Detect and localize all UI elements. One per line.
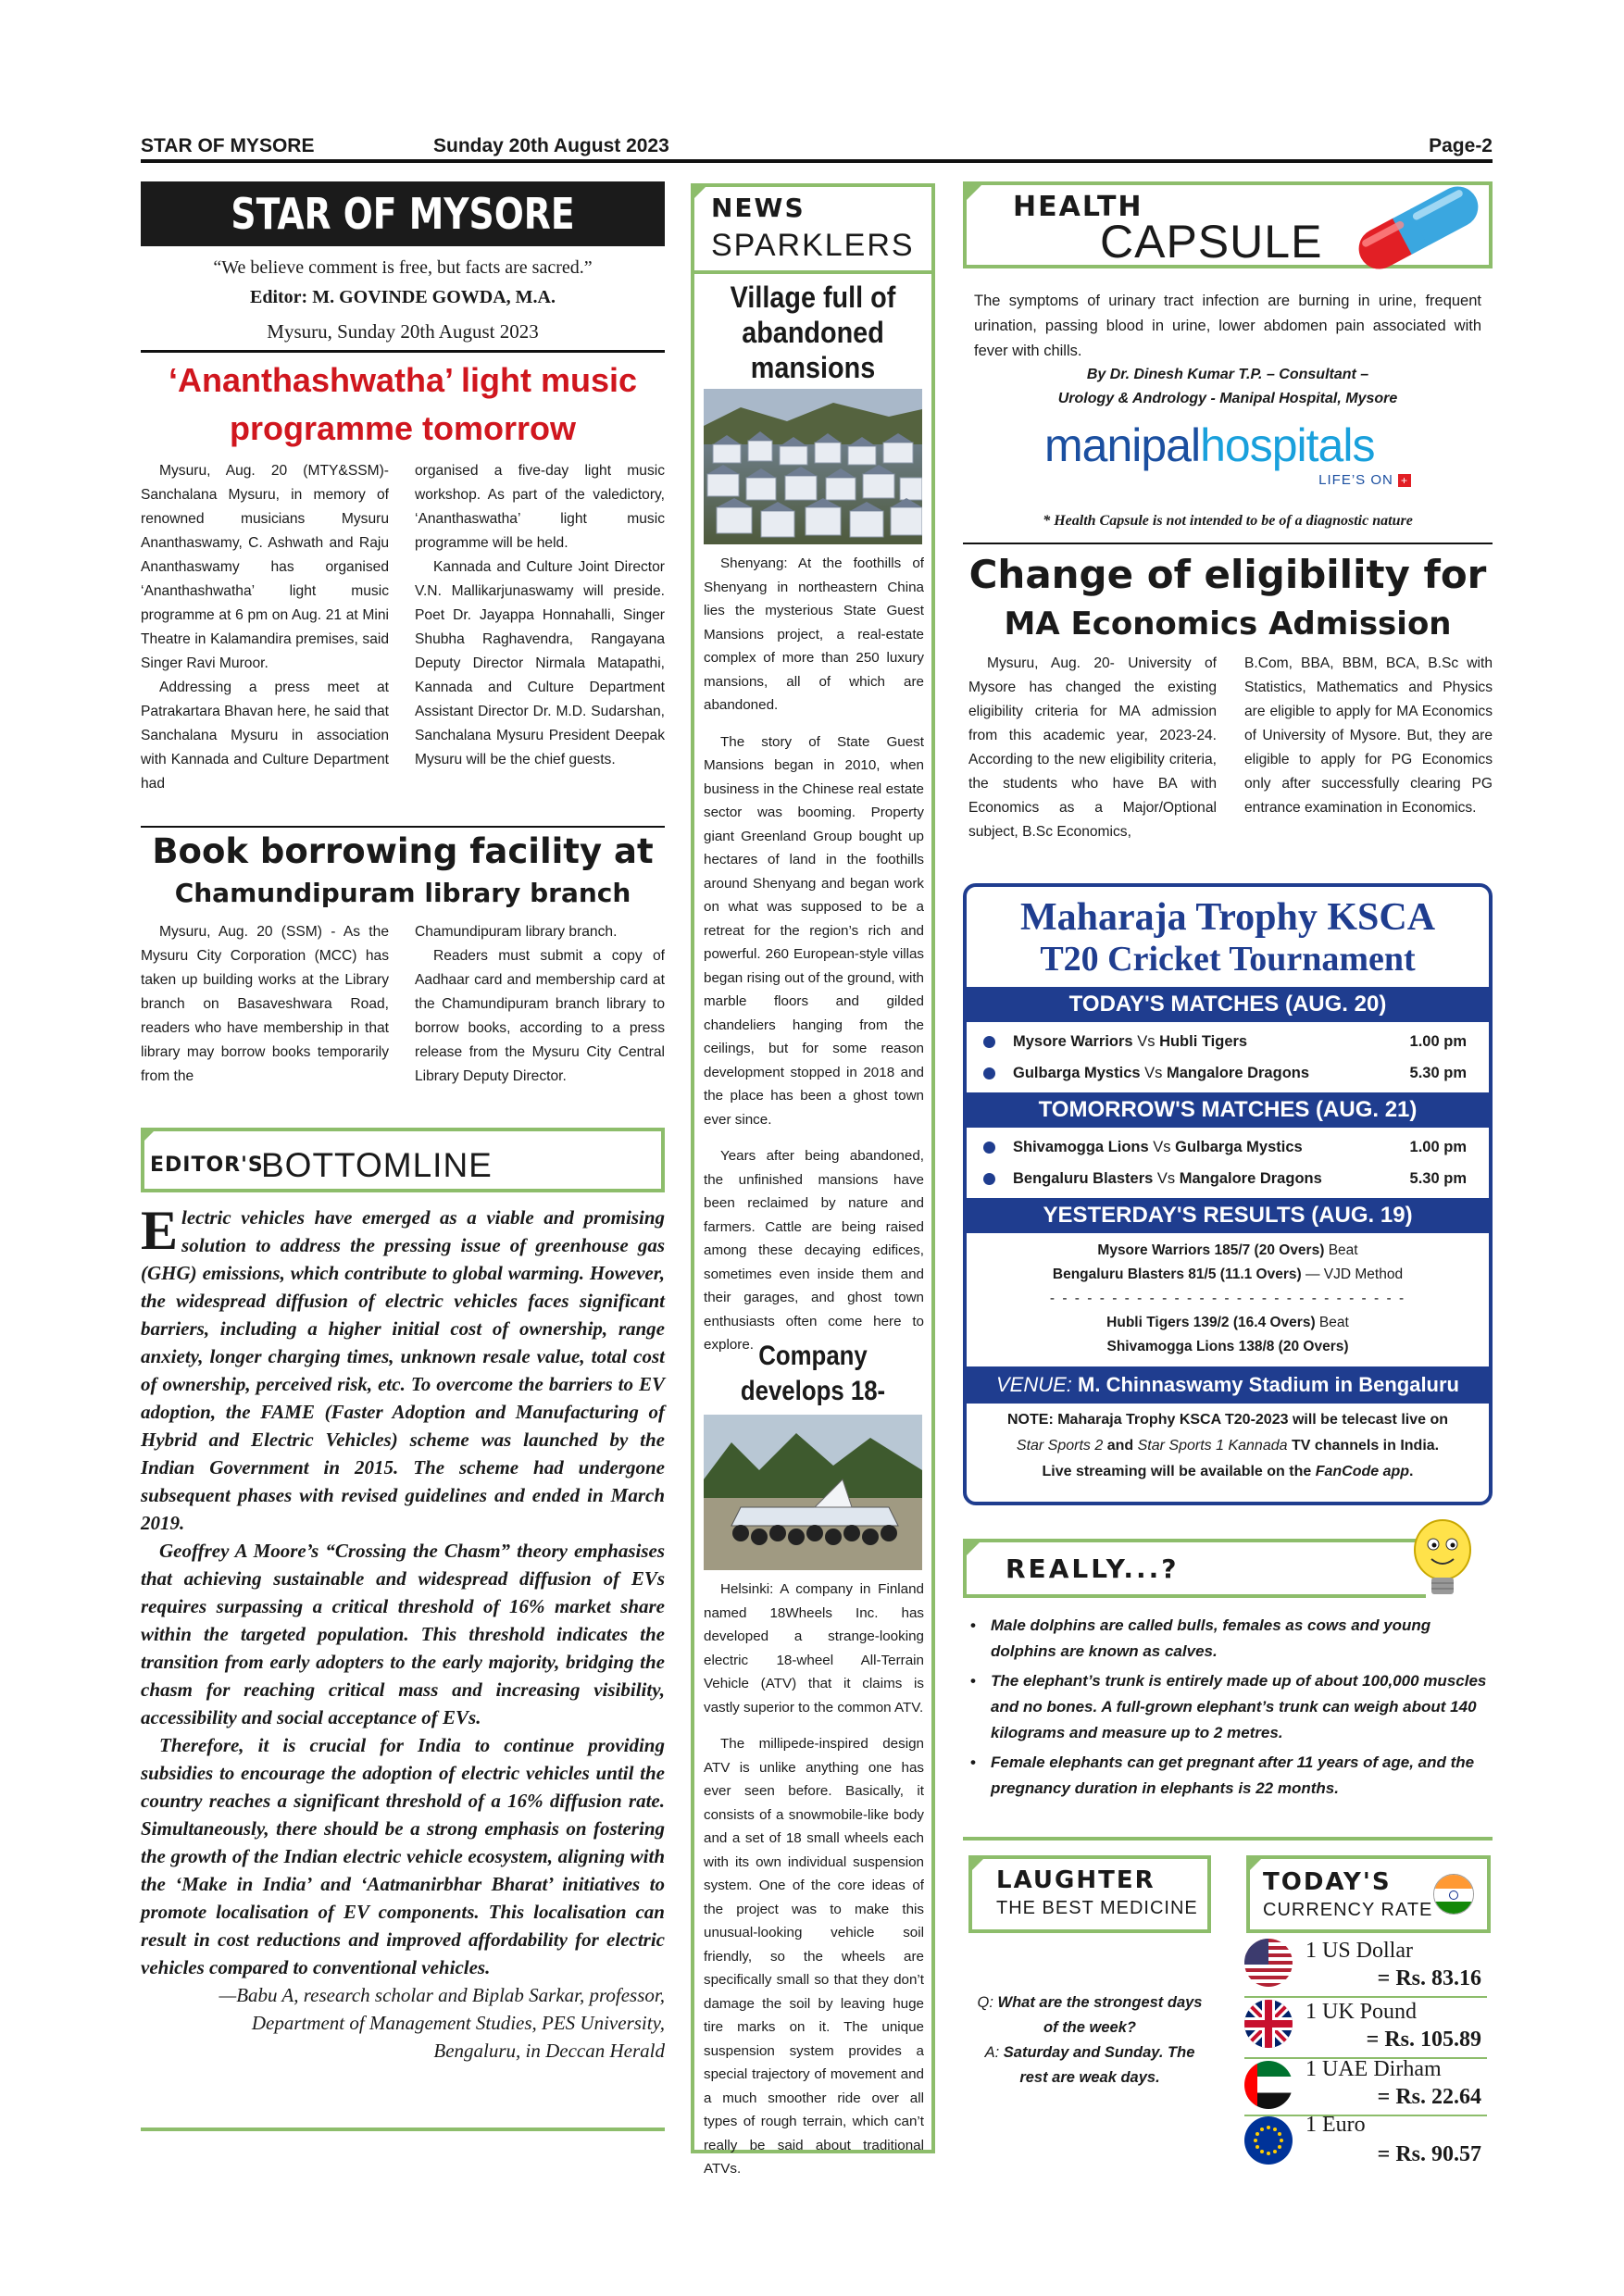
article1-paragraph: Mysuru, Aug. 20 (MTY&SSM)- Sanchalana Mysuru, in memory of renowned musicians Mysuru Ananthaswamy, C. Ashwath and Raju Ananthaswamy has organised ‘Ananthashwatha’ light music programme at 6 pm on Aug. 21 at Mini Theatre in Kalamandira premises, said Singer Ravi Muroor.: [141, 463, 389, 671]
joke-a-label: A:: [984, 2044, 1000, 2061]
currency-label-notch: [1246, 1855, 1265, 1874]
joke-q-label: Q:: [977, 1994, 993, 2011]
uk-flag-graphic: [1244, 2000, 1293, 2048]
result-team: Bengaluru Blasters 81/5 (11.1 Overs): [1052, 1267, 1302, 1282]
article-divider: [141, 826, 665, 828]
logo-hospitals: hospitals: [1200, 419, 1375, 471]
joke-answer: [974, 2040, 1206, 2090]
logo-tagline: [1318, 472, 1411, 488]
bullet-icon: [983, 1173, 995, 1185]
abandoned-mansions-photo: [704, 389, 922, 544]
plus-icon: +: [1398, 474, 1411, 487]
note-line: [967, 1433, 1489, 1459]
header-date: Sunday 20th August 2023: [433, 135, 669, 156]
chakra-icon: [1449, 1890, 1458, 1900]
match-row: [967, 1163, 1489, 1194]
result-line: [967, 1335, 1489, 1359]
uk-flag-icon: [1244, 2000, 1293, 2048]
match-row: [967, 1057, 1489, 1089]
match-time: 1.00 pm: [1409, 1033, 1467, 1050]
currency-name: 1 UAE Dirham: [1305, 2057, 1442, 2081]
header-paper-name: STAR OF MYSORE: [141, 135, 315, 156]
result-word: Beat: [1328, 1242, 1358, 1258]
fact-item: [968, 1668, 1487, 1746]
article1-column2: [415, 459, 665, 772]
article3-column1: Mysuru, Aug. 20- University of Mysore has changed the existing eligibility criteria for MA admission from this academic year, 2023-24. According to the new eligibility criteria, the students who have BA with Economics as a Major/Optional subject, B.Sc Economics,: [968, 655, 1217, 840]
news-label-rule: [691, 270, 935, 274]
currency-value: = Rs. 22.64: [1377, 2085, 1481, 2109]
bullet-icon: [983, 1142, 995, 1154]
fact-text: The elephant’s trunk is entirely made up of about 100,000 muscles and no bones. A full-grown elephant’s trunk can weigh about 140 kilograms and measure up to 2 metres.: [991, 1672, 1487, 1741]
logo-tagline-text: LIFE’S ON: [1318, 472, 1393, 488]
atv-photo: [704, 1415, 922, 1570]
article2-headline-line1: Book borrowing facility at: [152, 831, 654, 871]
lightbulb-icon: [1405, 1515, 1480, 1607]
article2-headline-line2: Chamundipuram library branch: [174, 878, 631, 908]
result-divider: - - - - - - - - - - - - - - - - - - - - - - - - - - - - -: [1049, 1291, 1406, 1306]
currency-value: = Rs. 105.89: [1366, 2028, 1481, 2052]
note-line: NOTE: Maharaja Trophy KSCA T20-2023 will be telecast live on: [1007, 1412, 1448, 1428]
story1-paragraph: Years after being abandoned, the unfinished mansions have been reclaimed by nature and farmers. Cattle are being raised among these decaying edifices, sometimes even inside them and their garages, and ghost town enthusiasts often come here to explore.: [704, 1148, 924, 1353]
channel-name: Star Sports 1 Kannada: [1137, 1438, 1288, 1454]
currency-value: = Rs. 90.57: [1377, 2142, 1481, 2166]
versus: Vs: [1153, 1139, 1171, 1155]
health-byline-2: Urology & Andrology - Manipal Hospital, Mysore: [1057, 391, 1398, 406]
result-line: [967, 1239, 1489, 1263]
flag-canton: [1244, 1939, 1268, 1965]
team-name: Mysore Warriors: [1013, 1033, 1133, 1050]
health-byline-1: By Dr. Dinesh Kumar T.P. – Consultant –: [1086, 367, 1369, 382]
us-flag-icon: [1244, 1939, 1293, 1987]
venue-name: M. Chinnaswamy Stadium in Bengaluru: [1078, 1373, 1459, 1396]
masthead-rule: [141, 350, 665, 353]
masthead: [141, 181, 665, 246]
manipal-logo: [1044, 418, 1415, 496]
streaming-app: FanCode app: [1315, 1464, 1410, 1479]
fact-text: Male dolphins are called bulls, females as cows and young dolphins are known as calves.: [991, 1616, 1431, 1660]
result-line: [967, 1263, 1489, 1287]
editorial-label-editors: EDITOR'S: [150, 1154, 264, 1177]
result-team: Hubli Tigers 139/2 (16.4 Overs): [1106, 1315, 1316, 1330]
bullet-icon: •: [970, 1672, 976, 1690]
currency-divider: [1244, 1996, 1487, 1998]
match-time: 5.30 pm: [1409, 1065, 1467, 1081]
editorial-paragraph: [141, 1200, 665, 1537]
currency-sublabel: CURRENCY RATE: [1263, 1900, 1433, 1920]
header-page-number: Page-2: [1429, 135, 1493, 156]
laughter-label-notch: [968, 1855, 987, 1874]
article1-paragraph: organised a five-day light music workshop. As part of the valedictory, ‘Ananthaswatha’ light music programme will be held.: [415, 463, 665, 551]
note-word: .: [1409, 1464, 1414, 1479]
cricket-title-2: T20 Cricket Tournament: [1040, 940, 1416, 979]
tomorrows-matches-list: [967, 1128, 1489, 1198]
masthead-editor: Editor: M. GOVINDE GOWDA, M.A.: [250, 287, 556, 307]
story1-headline: Village full of abandoned mansions: [730, 281, 896, 384]
editorial-bottom-rule: [141, 2128, 665, 2131]
joke-question: [974, 1990, 1206, 2040]
venue-label: VENUE:: [996, 1373, 1072, 1396]
currency-divider: [1244, 2115, 1487, 2116]
article1-paragraph: Addressing a press meet at Patrakartara Bhavan here, he said that Sanchalana Mysuru in association with Kannada and Culture Department had: [141, 680, 389, 792]
story1-paragraph: The story of State Guest Mansions began in 2010, when business in the Chinese real estate sector was booming. Property giant Greenland Group bought up hectares of land in the foothills around Shenyang and began work on what was supposed to be a retreat for the region’s rich and powerful. 260 European-style villas began rising out of the ground, with marble floors and gilded chandeliers hanging from the ceilings, but for some reason development stopped in 2018 and the place has been a ghost town ever since.: [704, 733, 924, 1128]
masthead-title: STAR OF MYSORE: [231, 189, 575, 239]
mansions-illustration: [704, 389, 922, 544]
really-label-notch: [963, 1539, 983, 1559]
team-name: Mangalore Dragons: [1167, 1065, 1310, 1081]
article1-headline-line2: programme tomorrow: [229, 409, 577, 447]
fact-text: Female elephants can get pregnant after 11 years of age, and the pregnancy duration in elephants is 22 months.: [991, 1753, 1475, 1797]
article3-column2: B.Com, BBA, BBM, BCA, B.Sc with Statistics, Mathematics and Physics are eligible to apply for MA Economics of University of Mysore. But, they are eligible to apply for PG Economics only after successfully clearing PG entrance examination in Economics.: [1244, 655, 1493, 816]
result-team: Mysore Warriors 185/7 (20 Overs): [1097, 1242, 1325, 1258]
editorial-dropcap: E: [141, 1200, 179, 1261]
yesterdays-results-header: YESTERDAY'S RESULTS (AUG. 19): [967, 1198, 1489, 1233]
currency-value: = Rs. 83.16: [1377, 1966, 1481, 1990]
editorial-label-box: [141, 1128, 665, 1192]
story2-paragraph: The millipede-inspired design ATV is unlike anything one has ever seen before. Basically, it consists of a snowmobile-like body and a set of 18 small wheels each with its own individual suspension system. One of the core ideas of the project was to make this unusual-looking vehicle soil friendly, so the wheels are specifically small so that they don’t damage the soil by leaving huge tire marks on it. The unique suspension system provides a special trajectory of movement and a much smoother ride over all types of rough terrain, which can’t really be said about traditional ATVs.: [704, 1736, 924, 2177]
story2-paragraph: Helsinki: A company in Finland named 18Wheels Inc. has developed a strange-looking electric 18-wheel All-Terrain Vehicle (ATV) that it claims is vastly superior to the common ATV.: [704, 1581, 924, 1716]
note-word: and: [1106, 1438, 1134, 1454]
editorial-label-bottomline: BOTTOMLINE: [261, 1146, 493, 1184]
results-block: [967, 1233, 1489, 1359]
laughter-sublabel: THE BEST MEDICINE: [996, 1898, 1198, 1918]
eu-flag-icon: [1244, 2116, 1293, 2165]
versus: Vs: [1144, 1065, 1163, 1081]
article2-column1: [141, 920, 389, 1089]
editorial-byline: —Babu A, research scholar and Biplab Sarkar, professor, Department of Management Studies, PES University, Bengaluru, in Deccan Herald: [219, 1984, 665, 2062]
article1-paragraph: Kannada and Culture Joint Director V.N. Mallikarjunaswamy will preside. Poet Dr. Jayappa Honnahalli, Singer Shubha Raghavendra, Rangayana Deputy Director Nirmala Matapathi, Kannada and Culture Department Assistant Director Dr. M.D. Sudarshan, Sanchalana Mysuru President Deepak Mysuru will be the chief guests.: [415, 559, 665, 767]
telecast-note: [967, 1404, 1489, 1485]
match-time: 5.30 pm: [1409, 1170, 1467, 1187]
page-header: [141, 135, 1493, 163]
channel-name: Star Sports 2: [1016, 1438, 1104, 1454]
really-bottom-rule: [963, 1837, 1493, 1841]
team-name: Mangalore Dragons: [1179, 1170, 1322, 1187]
article2-paragraph: Readers must submit a copy of Aadhaar card and membership card at the Chamundipuram branch library to borrow books, according to a press release from the Mysuru City Central Library Deputy Director.: [415, 948, 665, 1084]
currency-name: 1 UK Pound: [1305, 2000, 1418, 2024]
laughter-label: LAUGHTER: [996, 1866, 1156, 1894]
tomorrows-matches-header: TOMORROW'S MATCHES (AUG. 21): [967, 1092, 1489, 1128]
fact-item: [968, 1613, 1487, 1665]
cricket-box: [963, 883, 1493, 1505]
article2-paragraph: Mysuru, Aug. 20 (SSM) - As the Mysuru City Corporation (MCC) has taken up building works at the Library branch on Basaveshwara Road, readers who have membership in that library may borrow books temporarily from the: [141, 924, 389, 1084]
joke: [974, 1990, 1206, 2090]
article3-headline-line2: MA Economics Admission: [1004, 605, 1452, 643]
capsule-pill-icon: [1344, 181, 1493, 274]
article2-paragraph: Chamundipuram library branch.: [415, 924, 618, 940]
editorial-box-right: [661, 1128, 665, 1192]
editorial-paragraph: Geoffrey A Moore’s “Crossing the Chasm” theory emphasises that achieving sustainable and widespread diffusion of EVs requires surpassing a critical threshold of 16% market share within the targeted population. This threshold indicates the transition from early adopters to the early majority, bridging the chasm for reaching critical mass and increasing visibility, accessibility and social acceptance of EVs.: [141, 1540, 665, 1728]
team-name: Bengaluru Blasters: [1013, 1170, 1154, 1187]
sparklers-label: SPARKLERS: [711, 228, 915, 263]
article3-headline-line1: Change of eligibility for: [968, 552, 1487, 597]
masthead-motto: “We believe comment is free, but facts are sacred.”: [213, 257, 593, 278]
health-label: HEALTH: [1013, 191, 1143, 223]
versus: Vs: [1156, 1170, 1176, 1187]
joke-answer-text: Saturday and Sunday. The rest are weak days.: [1003, 2044, 1195, 2086]
editorial-box-bottom: [141, 1189, 665, 1192]
match-row: [967, 1026, 1489, 1057]
masthead-dateline: Mysuru, Sunday 20th August 2023: [267, 320, 539, 343]
atv-illustration: [704, 1415, 922, 1570]
versus: Vs: [1137, 1033, 1156, 1050]
flag-hoist: [1244, 2061, 1257, 2109]
cricket-title-1: Maharaja Trophy KSCA: [1019, 896, 1436, 939]
news-label: NEWS: [711, 193, 806, 223]
editorial-box-corner: [141, 1128, 157, 1144]
editorial-paragraph: Therefore, it is crucial for India to continue providing subsidies to encourage the adoption of electric vehicles until the country reaches a significant threshold of a 16% diffusion rate. Simultaneously, there should be a strong emphasis on fostering the growth of the Indian electric vehicle ecosystem, aligning with the ‘Make in India’ and ‘Aatmanirbhar Bharat’ initiatives to promote localisation of EV components. This localisation can result in cost reductions and improved affordability for electric vehicles compared to conventional vehicles.: [141, 1734, 665, 1978]
article2-column2: [415, 920, 665, 1089]
eu-stars-graphic: [1244, 2116, 1293, 2165]
bullet-icon: •: [970, 1616, 976, 1634]
really-facts-list: [968, 1613, 1487, 1802]
currency-label: TODAY'S: [1263, 1868, 1392, 1896]
health-bottom-rule: [963, 543, 1493, 544]
editorial-body: [141, 1200, 665, 2065]
editorial-paragraph-text: lectric vehicles have emerged as a viable and promising solution to address the pressing issue of greenhouse gas (GHG) emissions, which contribute to global warming. However, the widespread diffusion of electric vehicles faces significant barriers, including a higher initial cost of ownership, range anxiety, longer charging times, unknown resale value, total cost of ownership, perceived risk, etc. To overcome the barriers to EV adoption, the FAME (Faster Adoption and Manufacturing of Hybrid and Electric Vehicles) scheme was launched by the Indian Government in 2015. The scheme had undergone subsequent phases with revised guidelines and ended in March 2019.: [141, 1206, 665, 1534]
health-disclaimer: * Health Capsule is not intended to be of a diagnostic nature: [1043, 513, 1413, 529]
manipal-logo-text: [1044, 418, 1415, 472]
flag-band: [1434, 1889, 1473, 1902]
result-line: [967, 1311, 1489, 1335]
editorial-box-top: [148, 1128, 665, 1131]
currency-name: 1 US Dollar: [1305, 1939, 1413, 1963]
venue-bar: [967, 1366, 1489, 1404]
note-word: TV channels in India.: [1291, 1438, 1440, 1454]
india-flag-icon: [1433, 1874, 1474, 1915]
health-text: The symptoms of urinary tract infection are burning in urine, frequent urination, passing blood in urine, lower abdomen pain associated with fever with chills.: [974, 293, 1481, 359]
uae-flag-icon: [1244, 2061, 1293, 2109]
capsule-label: CAPSULE: [1100, 216, 1323, 268]
news-label-notch: [691, 183, 709, 202]
story1-body: [704, 552, 924, 1357]
todays-matches-list: [967, 1022, 1489, 1092]
result-word: Beat: [1318, 1315, 1349, 1330]
note-line: [967, 1459, 1489, 1485]
team-name: Gulbarga Mystics: [1013, 1065, 1141, 1081]
team-name: Shivamogga Lions: [1013, 1139, 1149, 1155]
story1-paragraph: Shenyang: At the foothills of Shenyang in northeastern China lies the mysterious State Guest Mansions project, a real-estate complex of more than 250 luxury mansions, all of which are abandoned.: [704, 555, 924, 713]
bullet-icon: [983, 1036, 995, 1048]
todays-matches-header: TODAY'S MATCHES (AUG. 20): [967, 987, 1489, 1022]
result-word: — VJD Method: [1305, 1267, 1404, 1282]
logo-manipal: manipal: [1044, 419, 1201, 471]
bullet-icon: [983, 1067, 995, 1079]
fact-item: [968, 1750, 1487, 1802]
story2-body: [704, 1578, 924, 2181]
health-label-notch: [963, 181, 985, 204]
bullet-icon: •: [970, 1753, 976, 1771]
article1-headline-line1: ‘Ananthashwatha’ light music: [168, 361, 638, 399]
match-time: 1.00 pm: [1409, 1139, 1467, 1155]
currency-name: 1 Euro: [1305, 2113, 1366, 2137]
match-row: [967, 1131, 1489, 1163]
result-team: Shivamogga Lions 138/8 (20 Overs): [1106, 1339, 1349, 1354]
article1-column1: [141, 459, 389, 796]
team-name: Gulbarga Mystics: [1175, 1139, 1303, 1155]
story2-headline: Company develops 18-: [740, 1341, 886, 1406]
team-name: Hubli Tigers: [1159, 1033, 1248, 1050]
note-word: Live streaming will be available on the: [1042, 1464, 1312, 1479]
really-label: REALLY...?: [1006, 1554, 1180, 1584]
joke-question-text: What are the strongest days of the week?: [997, 1994, 1203, 2036]
